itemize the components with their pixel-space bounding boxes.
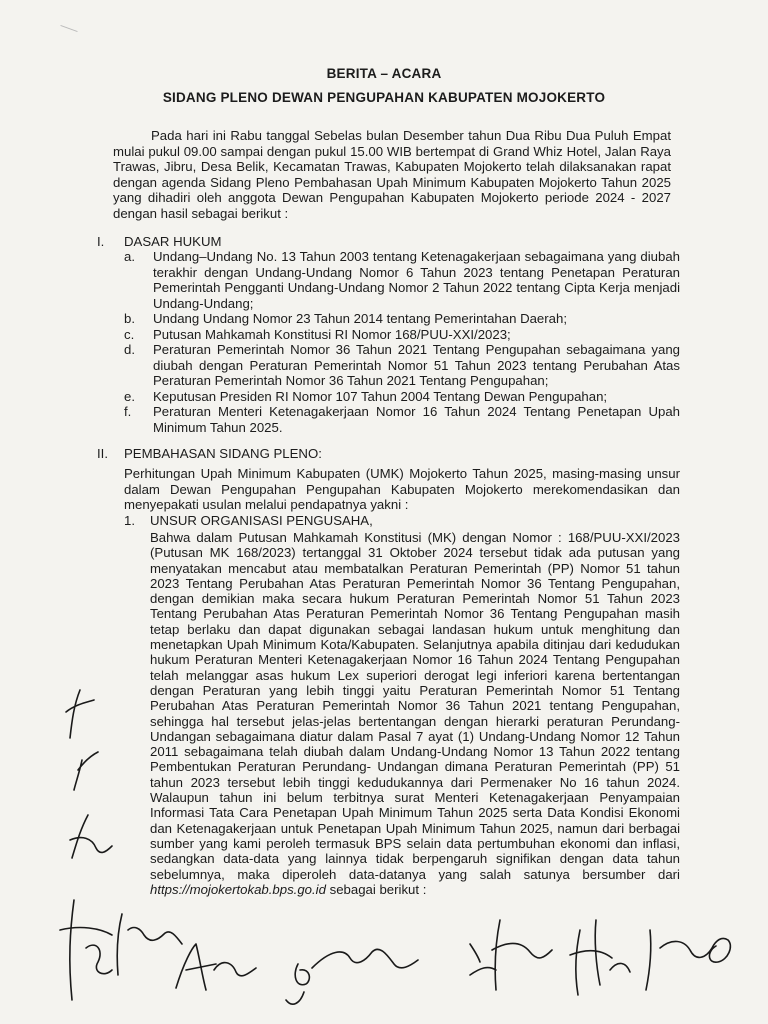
- legal-basis-list: [124, 249, 680, 435]
- signature-1: [60, 900, 112, 1000]
- list-marker: d.: [124, 342, 135, 357]
- list-marker: b.: [124, 311, 135, 326]
- subsection-1-number: 1.: [124, 513, 135, 528]
- intro-text: Pada hari ini Rabu tanggal Sebelas bulan Desember tahun Dua Ribu Dua Puluh Empat mulai pukul 09.00 sampai dengan pukul 15.00 WIB bertempat di Grand Whiz Hotel, Jalan Raya Trawas, Jibru, Desa Belik, Kecamatan Trawas, Kabupaten Mojokerto telah dilaksanakan rapat dengan agenda Sidang Pleno Pembahasan Upah Minimum Kabupaten Mojokerto Tahun 2025 yang dihadiri oleh anggota Dewan Pengupahan Kabupaten Mojokerto periode 2024 - 2027 dengan hasil sebagai berikut :: [113, 128, 671, 221]
- signature-5: [470, 920, 552, 990]
- list-marker: c.: [124, 326, 135, 342]
- margin-initial-3: [70, 815, 112, 858]
- section-2-label: PEMBAHASAN SIDANG PLENO:: [124, 446, 322, 461]
- list-item-text: Undang–Undang No. 13 Tahun 2003 tentang Ketenagakerjaan sebagaimana yang diubah terakhir dengan Undang-Undang Nomor 6 Tahun 2023 tentang Penetapan Peraturan Pemerintah Pengganti Undang-Undang Nomor 2 Tahun 2022 tentang Cipta Kerja menjadi Undang-Undang;: [153, 249, 680, 311]
- intro-paragraph: [113, 128, 671, 221]
- list-item: [124, 311, 680, 327]
- section-1-number: I.: [97, 234, 105, 249]
- section-2-intro: Perhitungan Upah Minimum Kabupaten (UMK) Mojokerto Tahun 2025, masing-masing unsur dalam Dewan Pengupahan Pengupahan Kabupaten Mojokerto merekomendasikan dan menyepakati usulan melalui pendapatnya yakni :: [124, 466, 680, 512]
- subsection-1-body: [150, 530, 680, 897]
- list-item-text: Putusan Mahkamah Konstitusi RI Nomor 168/PUU-XXI/2023;: [153, 326, 511, 342]
- source-suffix: sebagai berikut :: [325, 881, 427, 897]
- list-marker: f.: [124, 404, 132, 419]
- section-2-number: II.: [97, 446, 108, 461]
- document-subtitle: SIDANG PLENO DEWAN PENGUPAHAN KABUPATEN MOJOKERTO: [162, 90, 606, 105]
- scan-mark: [60, 25, 77, 32]
- list-item: [124, 404, 680, 435]
- signature-4: [286, 949, 418, 1004]
- list-item: [124, 249, 680, 311]
- list-item-text: Undang Undang Nomor 23 Tahun 2014 tentang Pemerintahan Daerah;: [153, 311, 567, 326]
- subsection-1-text: Bahwa dalam Putusan Mahkamah Konstitusi (MK) dengan Nomor : 168/PUU-XXI/2023 (Putusan MK 168/2023) tertanggal 31 Oktober 2024 tersebut tidak ada putusan yang menyatakan mencabut atau membatalkan Peraturan Pemerintah (PP) Nomor 51 tahun 2023 Tentang Perubahan Atas Peraturan Pemerintah Nomor 36 Tentang Pengupahan, dengan demikian maka secara hukum Peraturan Pemerintah Nomor 51 Tahun 2023 Tentang Perubahan Atas Peraturan Pemerintah Nomor 36 Tentang Pengupahan masih tetap berlaku dan dapat digunakan sebagai landasan hukum untuk menghitung dan menetapkan Upah Minimum Kota/Kabupaten. Selanjutnya apabila ditinjau dari kedudukan hukum Peraturan Menteri Ketenagakerjaan Nomor 16 Tahun 2024 Tentang Pengupahan telah melanggar asas hukum Lex superiori derogat legi inferiori karena bertentangan dengan Peraturan yang lebih tinggi yaitu Peraturan Pemerintah Nomor 51 Tentang Perubahan Atas Peraturan Pemerintah Nomor 36 Tahun 2021 tentang Pengupahan, sehingga hal tersebut jelas-jelas bertentangan dengan hierarki peraturan Perundang- Undangan sebagaimana diatur dalam Pasal 7 ayat (1) Undang-Undang Nomor 12 Tahun 2011 sebagaimana telah diubah dalam Undang-Undang Nomor 13 Tahun 2022 tentang Pembentukan Peraturan Perundang- Undangan dimana Peraturan Pemerintah (PP) 51 tahun 2023 tersebut lebih tinggi kedudukannya dari Permenaker No 16 tahun 2024. Walaupun tahun ini belum terbitnya surat Menteri Ketenagakerjaan Penyampaian Informasi Tata Cara Penetapan Upah Minimum Tahun 2025 serta Data Kondisi Ekonomi dan Ketenagakerjaan untuk Penetapan Upah Minimum Tahun 2025, namun dari berbagai sumber yang kami peroleh termasuk BPS selain data pertumbuhan ekonomi dan inflasi, sedangkan data-data yang lainnya tidak berpengaruh signifikan dengan data tahun sebelumnya, maka diperoleh data-datanya yang salah satunya bersumber dari: [150, 530, 680, 882]
- document-title: BERITA – ACARA: [326, 66, 442, 81]
- list-item: [124, 342, 680, 389]
- list-item: [124, 389, 680, 405]
- signature-6: [570, 920, 630, 995]
- list-item: [124, 327, 680, 343]
- list-item-text: Peraturan Pemerintah Nomor 36 Tahun 2021 Tentang Pengupahan sebagaimana yang diubah dengan Peraturan Pemerintah Nomor 51 Tahun 2023 tentang Perubahan Atas Peraturan Pemerintah Nomor 36 Tahun 2021 Tentang Pengupahan;: [153, 342, 680, 388]
- section-1-label: DASAR HUKUM: [124, 234, 222, 249]
- signature-7: [646, 930, 730, 990]
- source-url: https://mojokertokab.bps.go.id: [150, 881, 326, 897]
- list-marker: e.: [124, 388, 135, 404]
- list-marker: a.: [124, 249, 135, 264]
- signature-3: [176, 944, 256, 990]
- list-item-text: Keputusan Presiden RI Nomor 107 Tahun 2004 Tentang Dewan Pengupahan;: [153, 388, 608, 404]
- margin-initial-1: [66, 690, 94, 738]
- signature-2: [117, 914, 182, 975]
- subsection-1-label: UNSUR ORGANISASI PENGUSAHA,: [150, 513, 373, 528]
- list-item-text: Peraturan Menteri Ketenagakerjaan Nomor 16 Tahun 2024 Tentang Penetapan Upah Minimum Tahun 2025.: [153, 404, 680, 435]
- margin-initial-2: [74, 752, 98, 790]
